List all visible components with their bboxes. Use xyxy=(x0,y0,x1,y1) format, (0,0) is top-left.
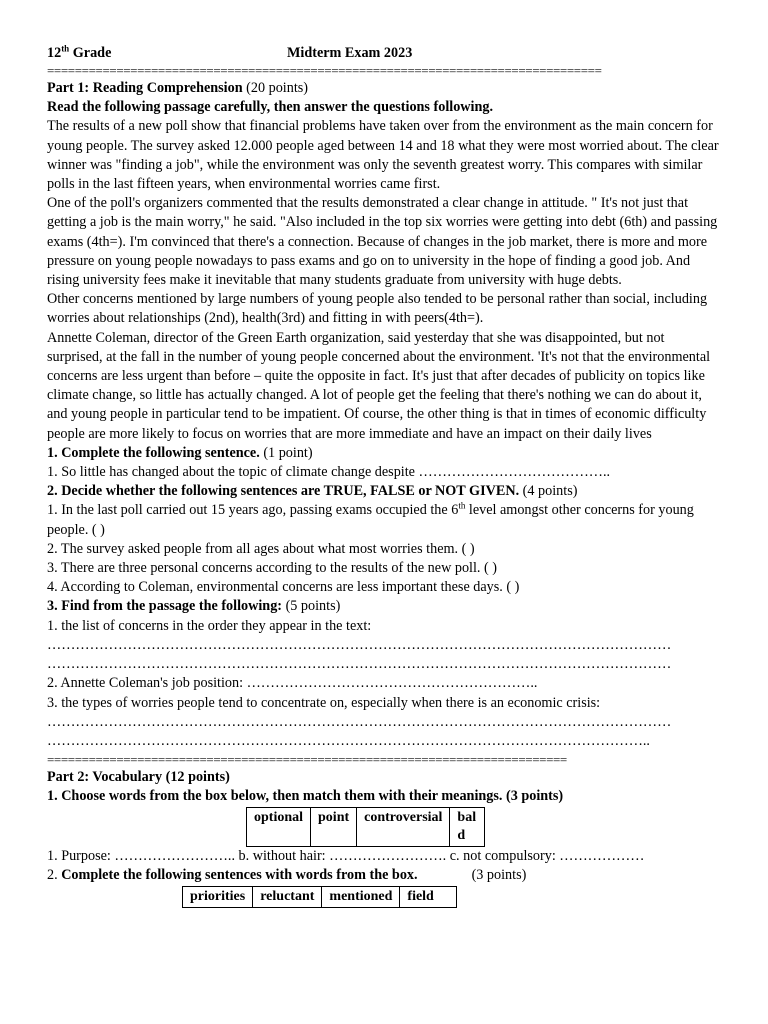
answer-dots-line[interactable]: …………………………………………………………………………………………………………………… xyxy=(47,656,672,673)
question2-points: (4 points) xyxy=(519,483,578,500)
passage-paragraph-4: Annette Coleman, director of the Green Earth organization, said yesterday that she was disappointed, but not surprised, at the fall in the number of young people concerned about the environment. 'It's not that the environmental concerns are less urgent than before – quite the opposite in fact. It's just that after decades of publicity on topics like climate change, so little has actually changed. A lot of people get the feeling that there's nothing we can do about it, and young people in particular tend to be impatient. Of course, the other thing is that in times of economic difficulty people are more likely to focus on worries that are more immediate and have an impact on their daily lives xyxy=(47,329,711,442)
question3-heading xyxy=(47,597,719,616)
question3-title: 3. Find from the passage the following: xyxy=(47,598,283,615)
question1-points: (1 point) xyxy=(259,444,313,461)
separator-rule-short: =========================================================================== xyxy=(47,752,567,768)
grade-superscript: th xyxy=(61,43,70,54)
question2-item-1-text-a: 1. In the last poll carried out 15 years ago, passing exams occupied the 6 xyxy=(47,502,459,519)
question3-item-1: 1. the list of concerns in the order they appear in the text: xyxy=(47,617,372,634)
question3-points: (5 points) xyxy=(282,598,341,615)
passage-paragraph-2: One of the poll's organizers commented that the results demonstrated a clear change in attitude. " It's not just that getting a job is the main worry," he said. "Also included in the top six worries were getting into debt (6th) and passing exams (4th=). I'm convinced that there's a connection. Because of changes in the job market, there is more and more pressure on young people nowadays to pass exams and go on to university in the hope of finding a good job. And rising university fees make it inevitable that many students graduate from university with huge debts. xyxy=(47,195,718,289)
word-box-cell: priorities xyxy=(183,886,253,907)
question2-number: 2. xyxy=(47,866,62,883)
question3-item-2: 2. Annette Coleman's job position: …………………………………………………….. xyxy=(47,675,538,692)
exam-page xyxy=(47,40,719,908)
answer-dots-line-end[interactable]: ……………………………………………………………………………………………………………….. xyxy=(47,732,650,749)
word-box-cell: optional xyxy=(247,807,311,846)
word-box-cell: point xyxy=(311,807,357,846)
meanings-line: 1. Purpose: …………………….. b. without hair: ……………………. c. not compulsory: ……………… xyxy=(47,847,645,864)
word-box-1 xyxy=(246,807,485,847)
word-box-cell: mentioned xyxy=(322,886,400,907)
question1-item: 1. So little has changed about the topic of climate change despite ………………………………….. xyxy=(47,464,611,481)
question1-heading xyxy=(47,444,719,463)
part1-heading xyxy=(47,79,719,98)
word-box-cell: controversial xyxy=(357,807,450,846)
question2-title: Complete the following sentences with words from the box. xyxy=(61,866,418,883)
question2-item-1 xyxy=(47,501,719,539)
question3-item-3: 3. the types of worries people tend to concentrate on, especially when there is an economic crisis: xyxy=(47,694,601,711)
answer-dots-line[interactable]: …………………………………………………………………………………………………………………… xyxy=(47,713,672,730)
part2-question2-heading xyxy=(47,866,719,885)
grade-number: 12 xyxy=(47,45,62,61)
question1-title: 1. Complete the following sentence. xyxy=(47,444,260,461)
exam-title: Midterm Exam 2023 xyxy=(287,45,413,61)
question2-heading xyxy=(47,482,719,501)
question2-title: 2. Decide whether the following sentences are TRUE, FALSE or NOT GIVEN. xyxy=(47,483,520,500)
grade-label xyxy=(47,45,287,62)
exam-header xyxy=(47,40,719,62)
word-box-cell: field xyxy=(400,886,456,907)
question2-item-1-sup: th xyxy=(458,500,466,511)
reading-instruction: Read the following passage carefully, then answer the questions following. xyxy=(47,99,494,116)
word-box-2 xyxy=(182,886,457,908)
part1-points: (20 points) xyxy=(242,80,309,96)
part2-title: Part 2: Vocabulary (12 points) xyxy=(47,769,230,786)
word-box-cell: reluctant xyxy=(253,886,322,907)
passage-paragraph-1: The results of a new poll show that financial problems have taken over from the environment as the main concern for young people. The survey asked 12.000 people aged between 14 and 18 what they were most worried about. The clear winner was "finding a job", while the environment was only the seventh greatest worry. This compares with similar polls in the last fifteen years, when environmental worries came first. xyxy=(47,118,719,193)
grade-word: Grade xyxy=(69,45,112,61)
question2-item-2: 2. The survey asked people from all ages about what most worries them. ( ) xyxy=(47,540,475,557)
question2-points: (3 points) xyxy=(471,866,527,883)
question2-item-3: 3. There are three personal concerns according to the results of the new poll. ( ) xyxy=(47,560,498,577)
part1-title: Part 1: Reading Comprehension xyxy=(47,80,243,96)
answer-dots-line[interactable]: …………………………………………………………………………………………………………………… xyxy=(47,636,672,653)
part2-question1-title: 1. Choose words from the box below, then match them with their meanings. (3 points) xyxy=(47,788,564,805)
separator-rule: ================================================================================ xyxy=(47,63,602,78)
word-box-cell: bal d xyxy=(450,807,485,846)
passage-paragraph-3: Other concerns mentioned by large numbers of young people also tended to be personal rather than social, including worries about relationships (2nd), health(3rd) and fitting in with peers(4th=). xyxy=(47,291,708,327)
question2-item-4: 4. According to Coleman, environmental concerns are less important these days. ( ) xyxy=(47,579,520,596)
question2-item-1-text-b: level amongst other concerns for young people. ( ) xyxy=(47,502,694,538)
